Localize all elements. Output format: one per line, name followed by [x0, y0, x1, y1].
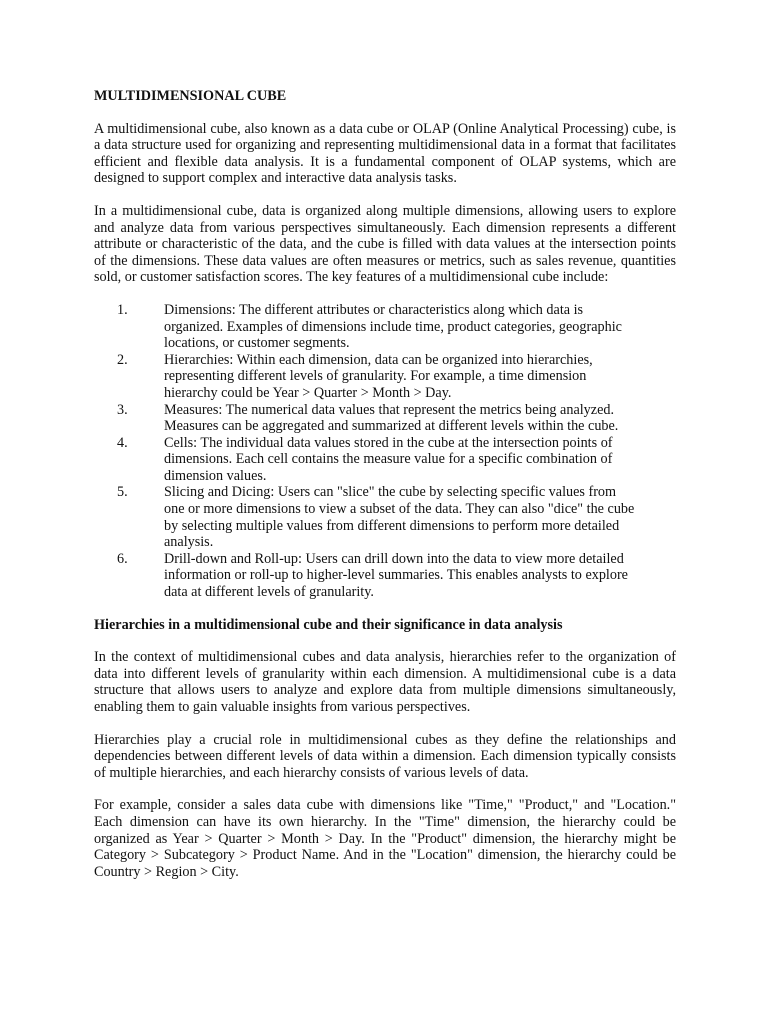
list-item	[94, 302, 636, 352]
features-list	[94, 302, 676, 601]
section-paragraph-1: In the context of multidimensional cubes and data analysis, hierarchies refer to the organization of data into different levels of granularity within each dimension. A multidimensional cube is a data structure that allows users to analyze and explore data from multiple dimensions simultaneously, enabling them to gain valuable insights from various perspectives.	[94, 649, 676, 715]
list-item-number: 1.	[117, 301, 128, 318]
list-item	[94, 551, 636, 601]
intro-paragraph-2: In a multidimensional cube, data is organized along multiple dimensions, allowing users to explore and analyze data from various perspectives simultaneously. Each dimension represents a different attribute or characteristic of the data, and the cube is filled with data values at the intersection points of the dimensions. These data values are often measures or metrics, such as sales revenue, quantities sold, or customer satisfaction scores. The key features of a multidimensional cube include:	[94, 202, 676, 286]
list-item	[94, 484, 636, 550]
list-item-text: Drill-down and Roll-up: Users can drill down into the data to view more detailed information or roll-up to higher-level summaries. This enables analysts to explore data at different levels of granularity.	[164, 550, 628, 601]
list-item	[94, 402, 636, 435]
list-item	[94, 435, 636, 485]
list-item-text: Measures: The numerical data values that represent the metrics being analyzed. Measures can be aggregated and summarized at different levels within the cube.	[164, 401, 619, 435]
section-heading: Hierarchies in a multidimensional cube and their significance in data analysis	[94, 616, 563, 633]
section-paragraph-3: For example, consider a sales data cube with dimensions like "Time," "Product," and "Location." Each dimension can have its own hierarchy. In the "Time" dimension, the hierarchy could be organized as Year > Quarter > Month > Day. In the "Product" dimension, the hierarchy might be Category > Subcategory > Product Name. And in the "Location" dimension, the hierarchy could be Country > Region > City.	[94, 797, 676, 880]
list-item-text: Slicing and Dicing: Users can "slice" the cube by selecting specific values from one or more dimensions to view a subset of the data. They can also "dice" the cube by selecting multiple values from different dimensions to perform more detailed analysis.	[164, 484, 635, 551]
list-item-number: 3.	[117, 401, 128, 418]
list-item-number: 4.	[117, 434, 128, 451]
list-item-text: Cells: The individual data values stored in the cube at the intersection points of dimensions. Each cell contains the measure value for a specific combination of dimension values.	[164, 434, 613, 484]
list-item	[94, 352, 636, 402]
list-item-number: 6.	[117, 550, 128, 567]
document-page	[94, 88, 676, 896]
list-item-text: Hierarchies: Within each dimension, data can be organized into hierarchies, representing different levels of granularity. For example, a time dimension hierarchy could be Year > Quarter > Month > Day.	[164, 351, 593, 401]
intro-paragraph-1: A multidimensional cube, also known as a data cube or OLAP (Online Analytical Processing) cube, is a data structure used for organizing and representing multidimensional data in a format that facilitates efficient and flexible data analysis. It is a fundamental component of OLAP systems, which are designed to support complex and interactive data analysis tasks.	[94, 120, 676, 187]
list-item-number: 2.	[117, 351, 128, 368]
section-paragraph-2: Hierarchies play a crucial role in multidimensional cubes as they define the relationships and dependencies between different levels of data within a dimension. Each dimension typically consists of multiple hierarchies, and each hierarchy consists of various levels of data.	[94, 731, 676, 781]
list-item-number: 5.	[117, 484, 128, 501]
document-title: MULTIDIMENSIONAL CUBE	[94, 88, 287, 104]
list-item-text: Dimensions: The different attributes or characteristics along which data is organized. Examples of dimensions include time, product categories, geographic locations, or customer segments.	[164, 301, 622, 352]
